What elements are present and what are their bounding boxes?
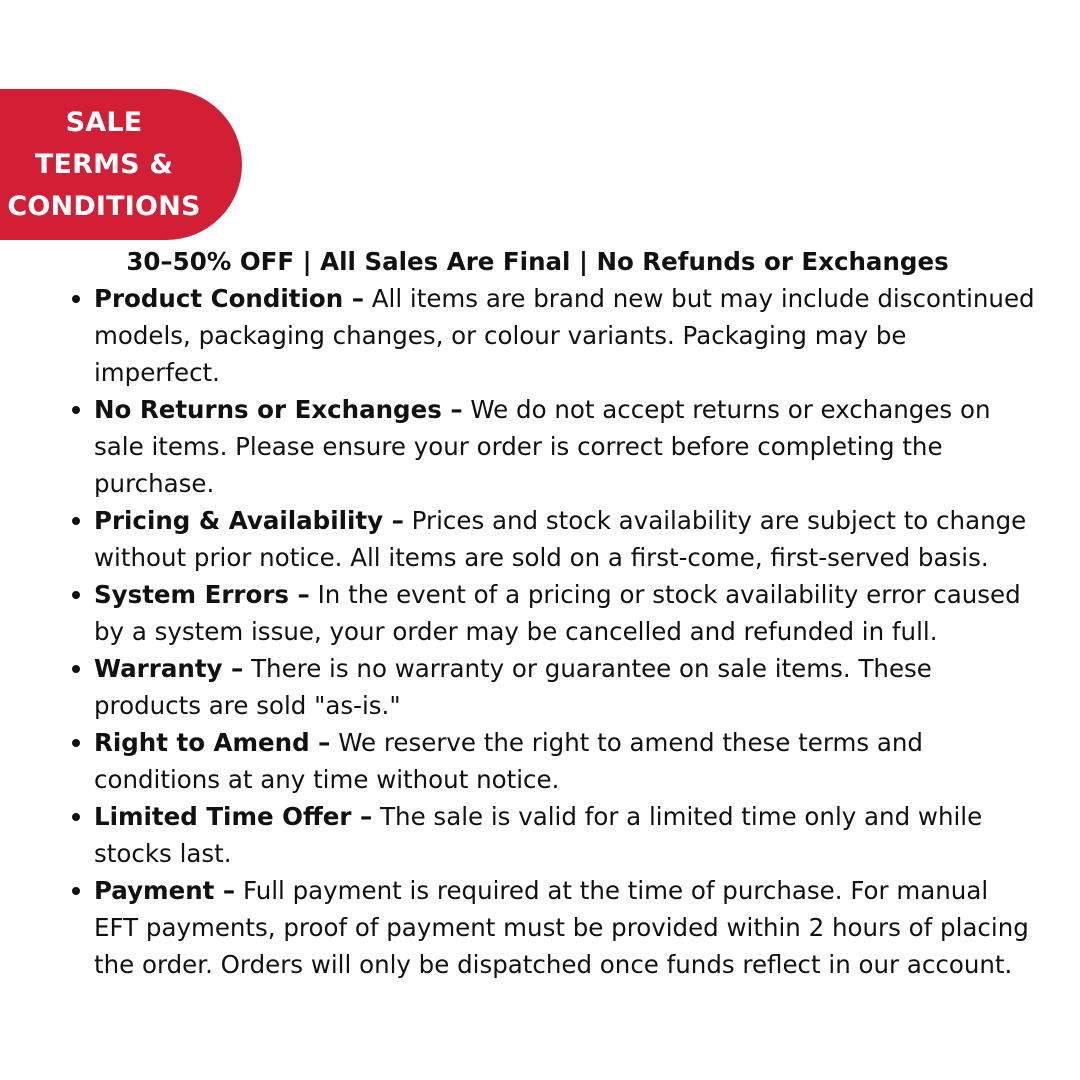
term-title: Limited Time Offer – [94,802,373,831]
badge-line-terms: TERMS & [34,148,174,180]
term-title: Product Condition – [94,284,364,313]
terms-list [0,280,1040,983]
sale-badge [0,89,242,240]
term-text: The sale is valid for a limited time only and while stocks last. [94,802,983,868]
term-text: Prices and stock availability are subject to change without prior notice. All items are sold on a first-come, first-served basis. [94,506,1027,572]
term-limited-time-offer [94,798,1040,872]
term-title: Pricing & Availability – [94,506,404,535]
term-right-to-amend [94,724,1040,798]
term-system-errors [94,576,1040,650]
term-text: We reserve the right to amend these terms and conditions at any time without notice. [94,728,923,794]
term-title: Warranty – [94,654,244,683]
term-text: Full payment is required at the time of purchase. For manual EFT payments, proof of payment must be provided within 2 hours of placing the order. Orders will only be dispatched once funds reflect in our account. [94,876,1029,979]
term-no-returns [94,391,1040,502]
term-text: There is no warranty or guarantee on sale items. These products are sold "as-is." [94,654,932,720]
term-warranty [94,650,1040,724]
term-title: System Errors – [94,580,310,609]
term-title: Payment – [94,876,236,905]
term-pricing-availability [94,502,1040,576]
term-title: Right to Amend – [94,728,331,757]
badge-line-conditions: CONDITIONS [7,190,201,222]
badge-title [7,102,200,228]
term-payment [94,872,1040,983]
sale-subheading: 30–50% OFF | All Sales Are Final | No Refunds or Exchanges [126,247,949,276]
term-product-condition [94,280,1040,391]
term-text: In the event of a pricing or stock availability error caused by a system issue, your order may be cancelled and refunded in full. [94,580,1021,646]
badge-line-sale: SALE [65,106,143,138]
term-title: No Returns or Exchanges – [94,395,463,424]
term-text: All items are brand new but may include discontinued models, packaging changes, or colour variants. Packaging may be imperfect. [94,284,1035,387]
term-text: We do not accept returns or exchanges on sale items. Please ensure your order is correct before completing the purchase. [94,395,991,498]
